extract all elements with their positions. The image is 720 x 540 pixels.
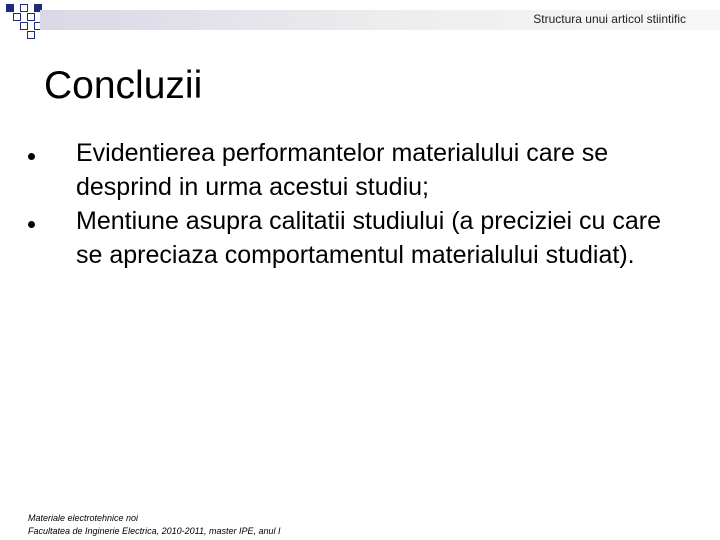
footer — [28, 512, 280, 538]
slide-title: Concluzii — [44, 64, 203, 107]
bullet-dot-icon — [28, 153, 35, 160]
checker-square — [20, 4, 28, 12]
footer-faculty: Facultatea de Inginerie Electrica, 2010-2011, master IPE, anul I — [28, 526, 281, 536]
bullet-text: Evidentierea performantelor materialului care se desprind in urma acestui studiu; — [76, 139, 609, 201]
checker-square — [13, 13, 21, 21]
header-title: Structura unui articol stiintific — [533, 12, 686, 26]
bullet-item — [28, 136, 668, 204]
checker-square — [20, 22, 28, 30]
checker-square — [27, 13, 35, 21]
bullet-item — [28, 204, 668, 272]
checker-square — [6, 4, 14, 12]
footer-course: Materiale electrotehnice noi — [28, 513, 139, 523]
bullet-list — [28, 136, 668, 272]
checker-square — [27, 31, 35, 39]
bullet-dot-icon — [28, 221, 35, 228]
bullet-text: Mentiune asupra calitatii studiului (a preciziei cu care se apreciaza comportamentul materialului studiat). — [76, 207, 662, 269]
